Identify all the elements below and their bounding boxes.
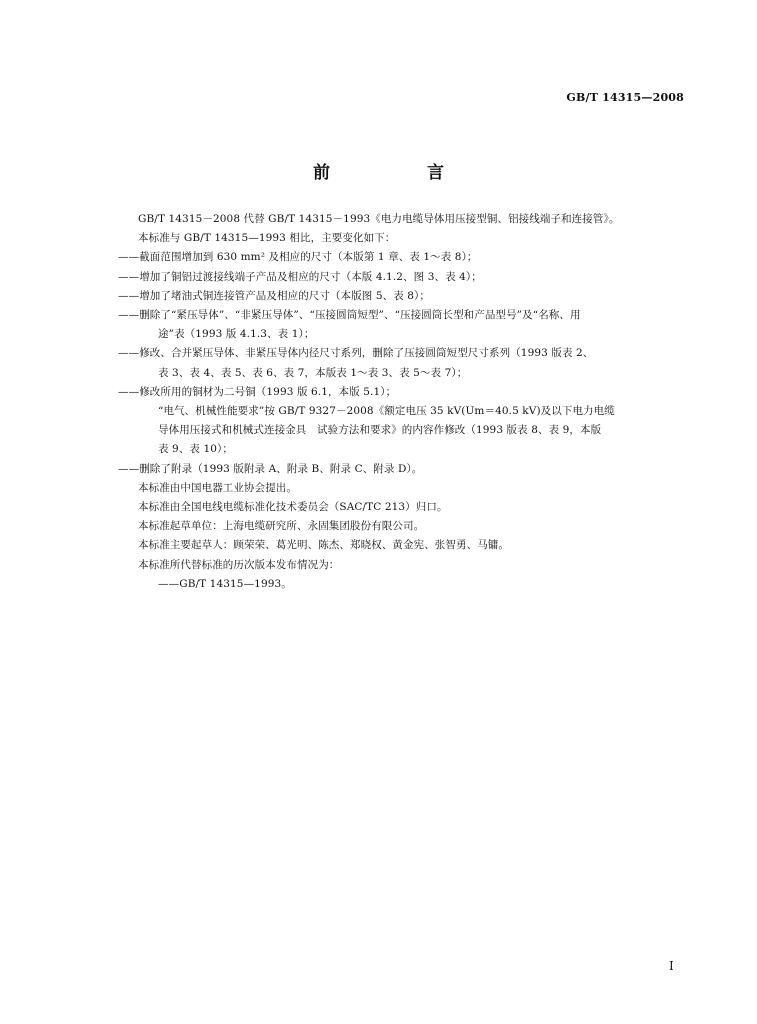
text-line: 途”表（1993 版 4.1.3、表 1）； xyxy=(158,328,315,341)
text-line: 导体用压接式和机械式连接金具 试验方法和要求》的内容作修改（1993 版表 8、表 9，本版 xyxy=(158,424,602,437)
text-line: ——增加了铜铝过渡接线端子产品及相应的尺寸（本版 4.1.2、图 3、表 4）； xyxy=(118,270,482,283)
text-line: 本标准由中国电器工业协会提出。 xyxy=(138,481,297,494)
text-line: ——GB/T 14315—1993。 xyxy=(158,577,292,590)
text-line: 表 3、表 4、表 5、表 6、表 7，本版表 1～表 3、表 5～表 7）； xyxy=(158,366,468,379)
text-line: GB/T 14315－2008 代替 GB/T 14315－1993《电力电缆导体用压接型铜、铝接线端子和连接管》。 xyxy=(138,213,620,225)
text-line: 本标准由全国电线电缆标准化技术委员会（SAC/TC 213）归口。 xyxy=(138,501,448,514)
text-line: ——增加了堵油式铜连接管产品及相应的尺寸（本版图 5、表 8）； xyxy=(118,289,430,302)
text-line: 本标准起草单位：上海电缆研究所、永固集团股份有限公司。 xyxy=(138,520,425,533)
text-line: ——修改、合并紧压导体、非紧压导体内径尺寸系列，删除了压接圆筒短型尺寸系列（1993 版表 2、 xyxy=(118,347,594,360)
text-line: 本标准所代替标准的历次版本发布情况为： xyxy=(138,558,340,571)
standard-code: GB/T 14315—2008 xyxy=(566,91,684,104)
foreword-body xyxy=(118,210,688,594)
page-number: I xyxy=(669,959,674,973)
text-line: 本标准与 GB/T 14315—1993 相比，主要变化如下： xyxy=(138,232,396,245)
page-title: 前 言 xyxy=(313,163,484,183)
text-line: ——截面范围增加到 630 mm² 及相应的尺寸（本版第 1 章、表 1～表 8）； xyxy=(118,251,478,264)
text-line: ——修改所用的铜材为二号铜（1993 版 6.1，本版 5.1）； xyxy=(118,385,397,398)
text-line: 表 9、表 10）； xyxy=(158,443,233,456)
text-line: 本标准主要起草人：顾荣荣、葛光明、陈杰、郑晓权、黄金宪、张智勇、马镛。 xyxy=(138,539,509,552)
text-line: ——删除了附录（1993 版附录 A、附录 B、附录 C、附录 D）。 xyxy=(118,462,423,475)
text-line: ——删除了“紧压导体”、“非紧压导体”、“压接圆筒短型”、“压接圆筒长型和产品型号”及“名称、用 xyxy=(118,309,581,322)
text-line: “电气、机械性能要求”按 GB/T 9327－2008《额定电压 35 kV(Um＝40.5 kV)及以下电力电缆 xyxy=(158,405,615,418)
